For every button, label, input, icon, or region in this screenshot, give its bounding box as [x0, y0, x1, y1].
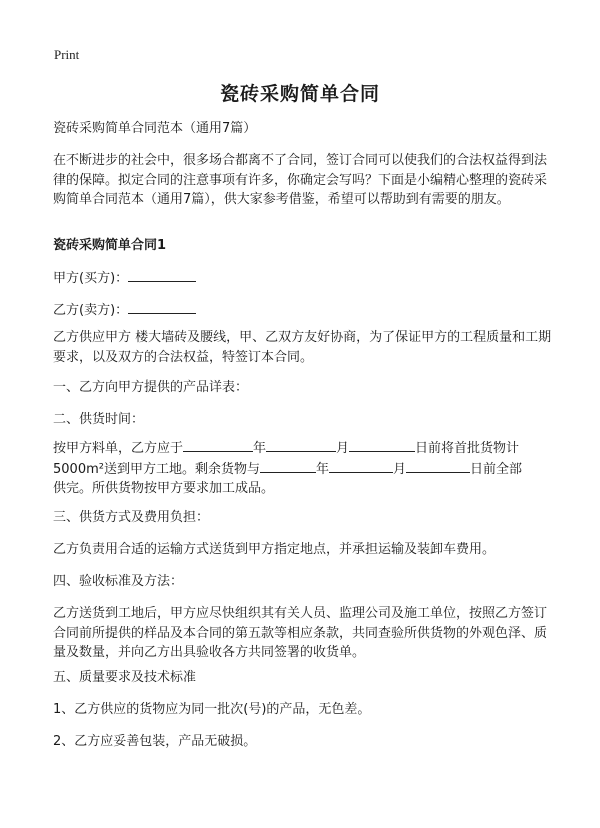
- date-blank: [349, 438, 415, 452]
- month-label: 月: [392, 461, 406, 477]
- clause-5-item-2: 2、乙方应妥善包装，产品无破损。: [53, 734, 257, 749]
- date-blank: [406, 459, 470, 473]
- supply-time-paragraph: [53, 438, 553, 499]
- clause-5-item-1: 1、乙方供应的货物应为同一批次(号)的产品，无色差。: [53, 702, 371, 717]
- preamble-paragraph: 乙方供应甲方 楼大墙砖及腰线，甲、乙双方友好协商，为了保证甲方的工程质量和工期要求，以及双方的合法权益，特签订本合同。: [53, 330, 552, 365]
- clause-5-heading: 五、质量要求及技术标准: [53, 670, 197, 685]
- year-label: 年: [315, 461, 329, 477]
- date-blank: [183, 438, 253, 452]
- clause-3-body: 乙方负责用合适的运输方式送货到甲方指定地点，并承担运输及装卸车费用。: [53, 542, 496, 557]
- clause-4-heading: 四、验收标准及方法：: [53, 574, 184, 589]
- document-title: 瓷砖采购简单合同: [219, 83, 380, 105]
- year-label: 年: [253, 441, 267, 456]
- supply-time-line-1: [53, 438, 553, 459]
- supply-text: 日前全部: [470, 461, 523, 477]
- supply-text: 日前将首批货物计: [415, 441, 520, 456]
- section-heading: 瓷砖采购简单合同1: [53, 238, 167, 253]
- print-link[interactable]: Print: [54, 47, 80, 62]
- date-blank: [329, 459, 393, 473]
- party-a-blank: [128, 268, 196, 282]
- date-blank: [266, 438, 336, 452]
- intro-paragraph: 在不断进步的社会中，很多场合都离不了合同，签订合同可以使我们的合法权益得到法律的保障。拟定合同的注意事项有许多，你确定会写吗？下面是小编精心整理的瓷砖采购简单合同范本（通用7篇），供大家参考借鉴，希望可以帮助到有需要的朋友。: [53, 153, 548, 207]
- supply-text: 5000m²送到甲方工地。剩余货物与: [53, 461, 260, 477]
- supply-time-line-2: [53, 459, 553, 480]
- clause-1-heading: 一、乙方向甲方提供的产品详表：: [53, 380, 249, 395]
- date-blank: [260, 459, 316, 473]
- clause-2-heading: 二、供货时间：: [53, 412, 145, 427]
- document-subtitle: 瓷砖采购简单合同范本（通用7篇）: [53, 121, 257, 136]
- supply-text: 按甲方料单，乙方应于: [53, 441, 184, 456]
- party-a-line: [53, 268, 553, 289]
- party-b-label: 乙方(卖方)：: [53, 303, 129, 318]
- month-label: 月: [336, 441, 350, 456]
- clause-4-body: 乙方送货到工地后，甲方应尽快组织其有关人员、监理公司及施工单位，按照乙方签订合同前所提供的样品及本合同的第五款等相应条款，共同查验所供货物的外观色泽、质量及数量，并向乙方出具验收各方共同签署的收货单。: [53, 606, 548, 660]
- party-b-blank: [128, 300, 196, 314]
- party-a-label: 甲方(买方)：: [53, 271, 129, 286]
- clause-3-heading: 三、供货方式及费用负担：: [53, 510, 210, 525]
- supply-time-line-3: 供完。所供货物按甲方要求加工成品。: [53, 481, 275, 496]
- party-b-line: [53, 300, 553, 321]
